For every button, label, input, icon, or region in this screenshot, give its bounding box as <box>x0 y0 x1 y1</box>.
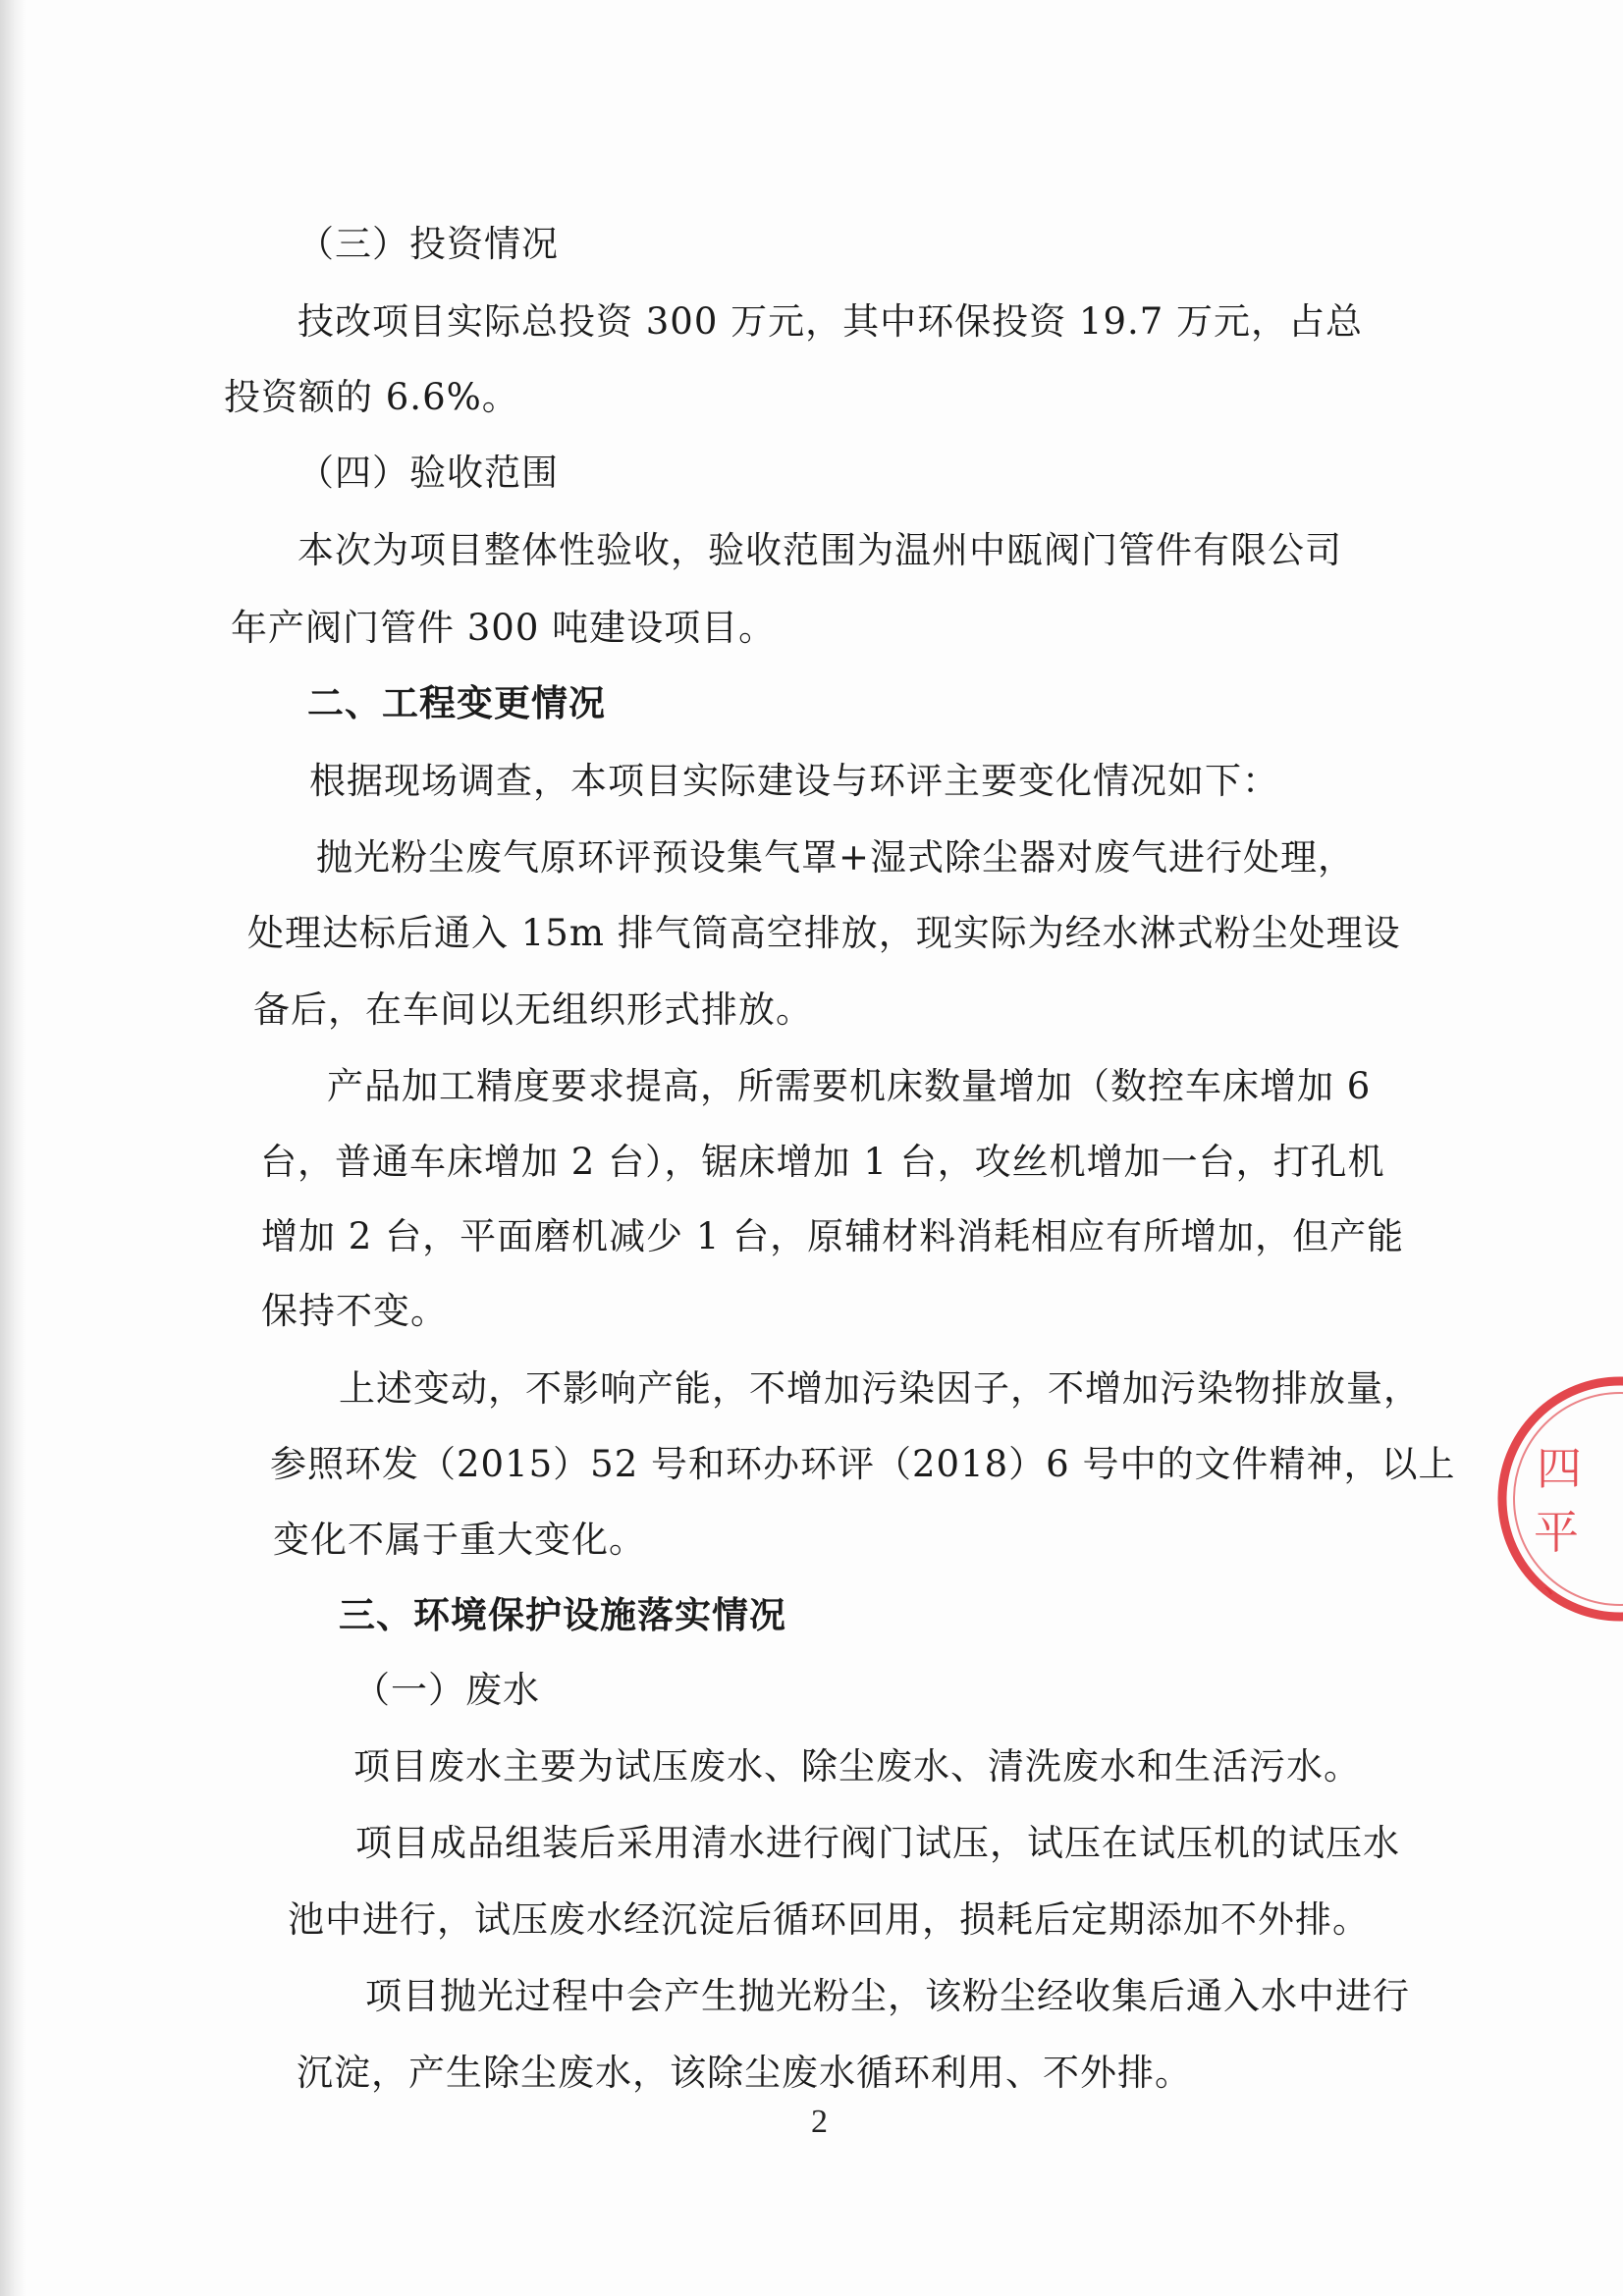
paragraph-line: 处理达标后通入 15m 排气筒高空排放，现实际为经水淋式粉尘处理设 <box>247 912 1401 954</box>
paragraph-line: 根据现场调查，本项目实际建设与环评主要变化情况如下： <box>309 760 1279 802</box>
paragraph-line: 保持不变。 <box>261 1290 448 1332</box>
paragraph-line: 池中进行，试压废水经沉淀后循环回用，损耗后定期添加不外排。 <box>288 1898 1370 1941</box>
paragraph-line: 参照环发（2015）52 号和环办环评（2018）6 号中的文件精神，以上 <box>270 1443 1456 1485</box>
section-heading-wastewater: （一）废水 <box>353 1669 540 1711</box>
scan-edge-shadow <box>0 0 26 2296</box>
section-heading-engineering-changes: 二、工程变更情况 <box>307 682 606 724</box>
svg-text:、: 、 <box>1543 1566 1573 1600</box>
paragraph-line: 变化不属于重大变化。 <box>273 1519 646 1561</box>
paragraph-line: 技改项目实际总投资 300 万元，其中环保投资 19.7 万元，占总 <box>298 300 1364 343</box>
section-heading-acceptance-scope: （四）验收范围 <box>298 452 559 494</box>
paragraph-line: 本次为项目整体性验收，验收范围为温州中瓯阀门管件有限公司 <box>298 529 1342 571</box>
paragraph-line: 项目成品组装后采用清水进行阀门试压，试压在试压机的试压水 <box>355 1822 1400 1864</box>
paragraph-line: 沉淀，产生除尘废水，该除尘废水循环利用、不外排。 <box>297 2052 1192 2094</box>
paragraph-line: 增加 2 台，平面磨机减少 1 台，原辅材料消耗相应有所增加，但产能 <box>261 1215 1405 1257</box>
svg-text:四: 四 <box>1537 1442 1582 1495</box>
paragraph-line: 项目废水主要为试压废水、除尘废水、清洗废水和生活污水。 <box>353 1745 1361 1788</box>
page-number: 2 <box>811 2104 828 2140</box>
paragraph-line: 年产阀门管件 300 吨建设项目。 <box>231 607 777 649</box>
section-heading-investment: （三）投资情况 <box>298 223 559 265</box>
svg-text:平: 平 <box>1534 1506 1579 1559</box>
paragraph-line: 产品加工精度要求提高，所需要机床数量增加（数控车床增加 6 <box>327 1065 1372 1107</box>
red-seal-stamp <box>1492 1366 1623 1631</box>
paragraph-line: 抛光粉尘废气原环评预设集气罩+湿式除尘器对废气进行处理， <box>316 836 1356 879</box>
paragraph-line: 投资额的 6.6%。 <box>224 376 519 418</box>
section-heading-environmental-facilities: 三、环境保护设施落实情况 <box>339 1594 786 1636</box>
paragraph-line: 项目抛光过程中会产生抛光粉尘，该粉尘经收集后通入水中进行 <box>365 1975 1410 2017</box>
paragraph-line: 备后，在车间以无组织形式排放。 <box>253 988 813 1031</box>
paragraph-line: 台，普通车床增加 2 台），锯床增加 1 台，攻丝机增加一台，打孔机 <box>260 1141 1385 1183</box>
paragraph-line: 上述变动，不影响产能，不增加污染因子，不增加污染物排放量， <box>339 1367 1421 1410</box>
